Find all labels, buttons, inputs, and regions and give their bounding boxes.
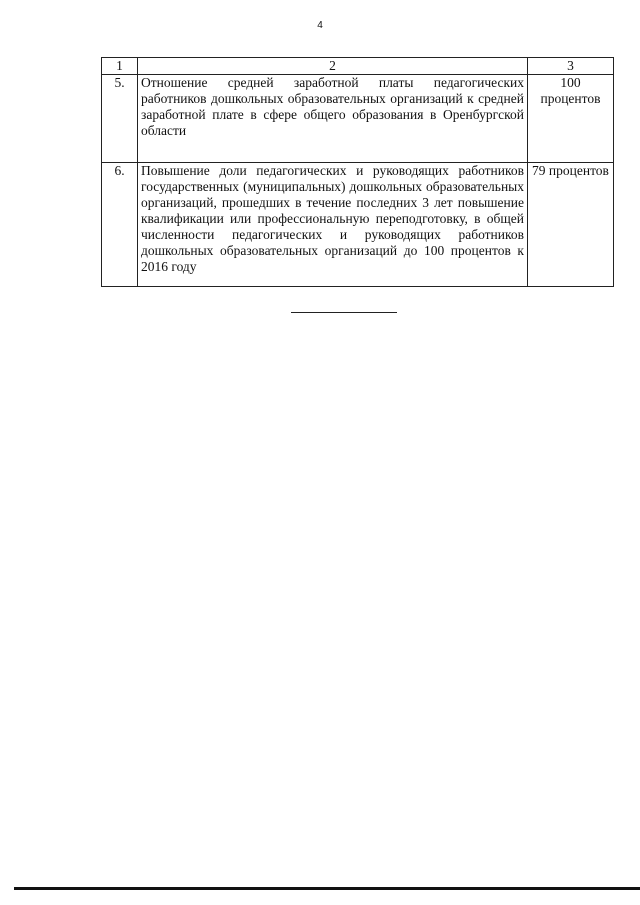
table-row — [102, 163, 614, 287]
row-number: 6. — [102, 163, 138, 287]
row-description: Повышение доли педагогических и руководящих работников государственных (муниципальных) дошкольных образовательных организаций, прошедших в течение последних 3 лет повышение квалификации или профессиональную переподготовку, в общей численности педагогических и руководящих работников дошкольных образовательных организаций до 100 процентов к 2016 году — [138, 163, 528, 287]
page-number: 4 — [317, 20, 323, 31]
column-header-3: 3 — [528, 58, 614, 75]
row-value: 100 процентов — [528, 75, 614, 163]
column-header-2: 2 — [138, 58, 528, 75]
row-description: Отношение средней заработной платы педагогических работников дошкольных образовательных организаций к средней заработной плате в сфере общего образования в Оренбургской области — [138, 75, 528, 163]
indicators-table — [101, 57, 614, 287]
end-of-document-rule — [291, 312, 397, 313]
scan-bottom-edge — [14, 887, 640, 890]
table-row — [102, 75, 614, 163]
column-header-1: 1 — [102, 58, 138, 75]
row-number: 5. — [102, 75, 138, 163]
table-header-row — [102, 58, 614, 75]
row-value: 79 процентов — [528, 163, 614, 287]
